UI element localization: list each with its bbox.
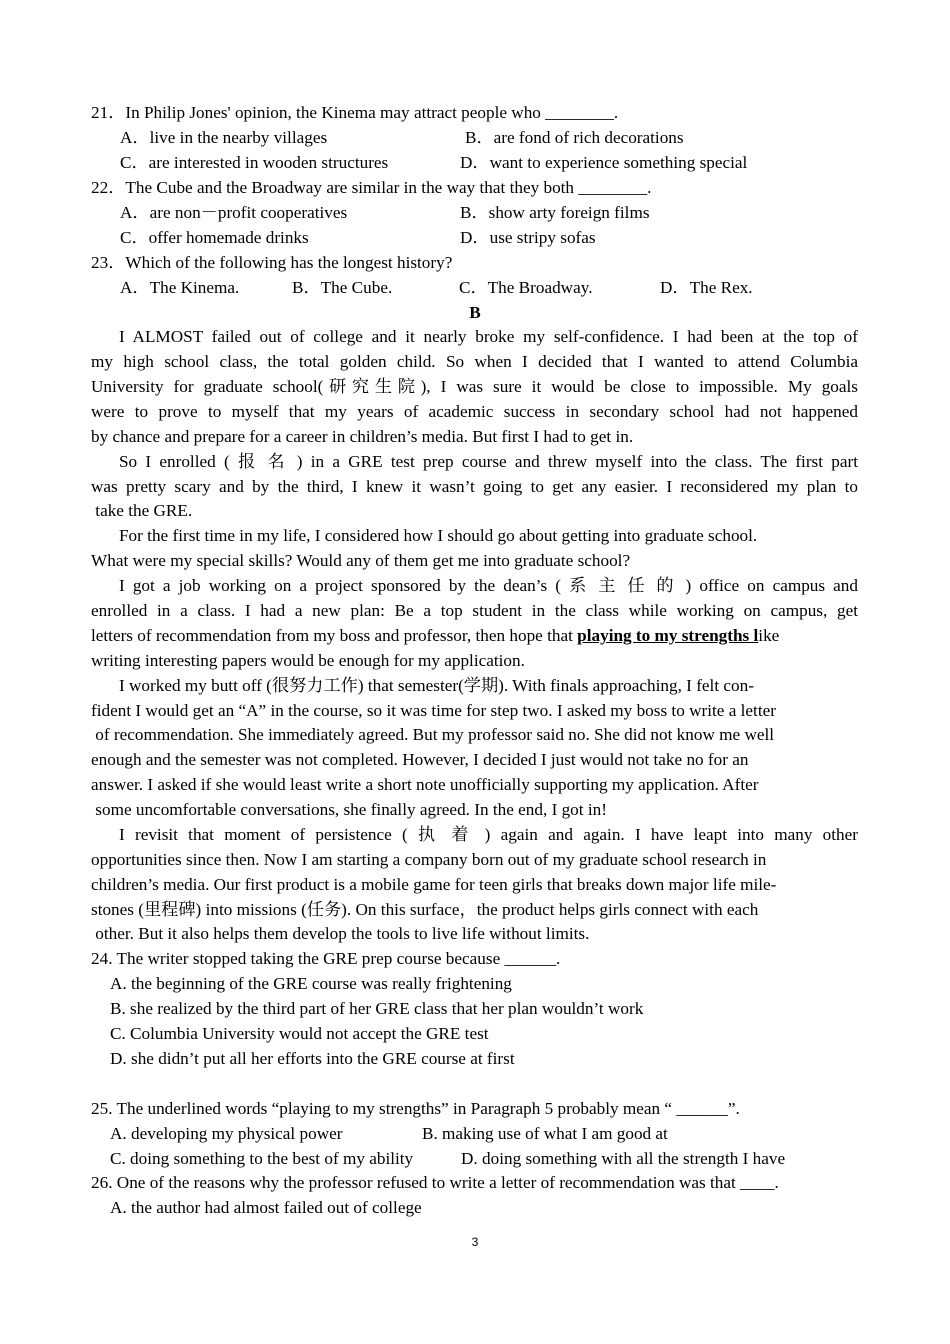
question-21-option-c: C．are interested in wooden structures — [120, 153, 389, 172]
underlined-phrase: playing to my strengths l — [577, 626, 759, 645]
question-24-option-b: B. she realized by the third part of her GRE class that her plan wouldn’t work — [110, 999, 644, 1018]
question-22-option-b: B．show arty foreign films — [460, 203, 650, 222]
question-26-stem: 26. One of the reasons why the professor refused to write a letter of recommendation was that ____. — [91, 1173, 779, 1192]
passage-line: writing interesting papers would be enough for my application. — [91, 651, 525, 670]
passage-line: of recommendation. She immediately agreed. But my professor said no. She did not know me well — [91, 725, 775, 744]
question-25-option-c: C. doing something to the best of my ability — [110, 1149, 414, 1168]
question-25-option-a: A. developing my physical power — [110, 1124, 343, 1143]
passage-line: So I enrolled ( 报 名 ) in a GRE test prep course and threw myself into the class. The first part — [119, 452, 858, 471]
question-21-option-a: A．live in the nearby villages — [120, 128, 328, 147]
question-23-option-b: B．The Cube. — [292, 278, 393, 297]
passage-line: stones (里程碑) into missions (任务). On this surface，the product helps girls connect with each — [91, 900, 759, 919]
question-22-option-a: A．are non－profit cooperatives — [120, 203, 348, 222]
question-21-stem: 21．In Philip Jones' opinion, the Kinema may attract people who ________. — [91, 103, 619, 122]
question-25-option-b: B. making use of what I am good at — [422, 1124, 668, 1143]
question-25-option-d: D. doing something with all the strength I have — [461, 1149, 786, 1168]
question-21-option-d: D．want to experience something special — [460, 153, 748, 172]
passage-text: ike — [758, 626, 780, 645]
question-24-option-c: C. Columbia University would not accept the GRE test — [110, 1024, 489, 1043]
passage-line: my high school class, the total golden child. So when I decided that I wanted to attend Columbia — [91, 352, 858, 371]
passage-line: some uncomfortable conversations, she finally agreed. In the end, I got in! — [91, 800, 607, 819]
passage-line: by chance and prepare for a career in children’s media. But first I had to get in. — [91, 427, 634, 446]
question-22-option-d: D．use stripy sofas — [460, 228, 596, 247]
question-21-option-b: B．are fond of rich decorations — [465, 128, 684, 147]
passage-line: I got a job working on a project sponsored by the dean’s ( 系 主 任 的 ) office on campus and — [119, 576, 858, 595]
section-b-heading: B — [469, 303, 481, 322]
passage-line: I ALMOST failed out of college and it nearly broke my self-confidence. I had been at the top of — [119, 327, 858, 346]
passage-line: fident I would get an “A” in the course, so it was time for step two. I asked my boss to write a letter — [91, 701, 776, 720]
question-22-stem: 22．The Cube and the Broadway are similar in the way that they both ________. — [91, 178, 652, 197]
passage-line: were to prove to myself that my years of academic success in secondary school had not happened — [91, 402, 858, 421]
question-22-option-c: C．offer homemade drinks — [120, 228, 309, 247]
question-24-option-a: A. the beginning of the GRE course was really frightening — [110, 974, 512, 993]
question-26-option-a: A. the author had almost failed out of college — [110, 1198, 422, 1217]
page-number: 3 — [471, 1235, 479, 1249]
passage-line: For the first time in my life, I considered how I should go about getting into graduate school. — [119, 526, 758, 545]
question-23-option-a: A．The Kinema. — [120, 278, 240, 297]
passage-line-with-underline — [91, 624, 779, 649]
passage-line: was pretty scary and by the third, I knew it wasn’t going to get any easier. I reconsidered my plan to — [91, 477, 858, 496]
question-23-option-c: C．The Broadway. — [459, 278, 593, 297]
question-24-option-d: D. she didn’t put all her efforts into the GRE course at first — [110, 1049, 515, 1068]
passage-line: I revisit that moment of persistence ( 执 着 ) again and again. I have leapt into many other — [119, 825, 858, 844]
passage-line: I worked my butt off (很努力工作) that semester(学期). With finals approaching, I felt con- — [119, 676, 754, 695]
passage-line: University for graduate school(研究生院), I was sure it would be close to impossible. My goals — [91, 377, 858, 396]
passage-line: enrolled in a class. I had a new plan: Be a top student in the class while working on campus, get — [91, 601, 858, 620]
passage-line: take the GRE. — [91, 501, 193, 520]
passage-line: answer. I asked if she would least write a short note unofficially supporting my application. After — [91, 775, 759, 794]
question-23-stem: 23．Which of the following has the longest history? — [91, 253, 453, 272]
passage-line: What were my special skills? Would any of them get me into graduate school? — [91, 551, 631, 570]
passage-line: other. But it also helps them develop the tools to live life without limits. — [91, 924, 590, 943]
question-25-stem: 25. The underlined words “playing to my strengths” in Paragraph 5 probably mean “ ______”. — [91, 1099, 740, 1118]
passage-line: children’s media. Our first product is a mobile game for teen girls that breaks down major life mile- — [91, 875, 777, 894]
passage-line: opportunities since then. Now I am starting a company born out of my graduate school research in — [91, 850, 767, 869]
passage-line: enough and the semester was not completed. However, I decided I just would not take no for an — [91, 750, 749, 769]
question-23-option-d: D．The Rex. — [660, 278, 753, 297]
question-24-stem: 24. The writer stopped taking the GRE prep course because ______. — [91, 949, 561, 968]
passage-text: letters of recommendation from my boss and professor, then hope that — [91, 626, 578, 645]
